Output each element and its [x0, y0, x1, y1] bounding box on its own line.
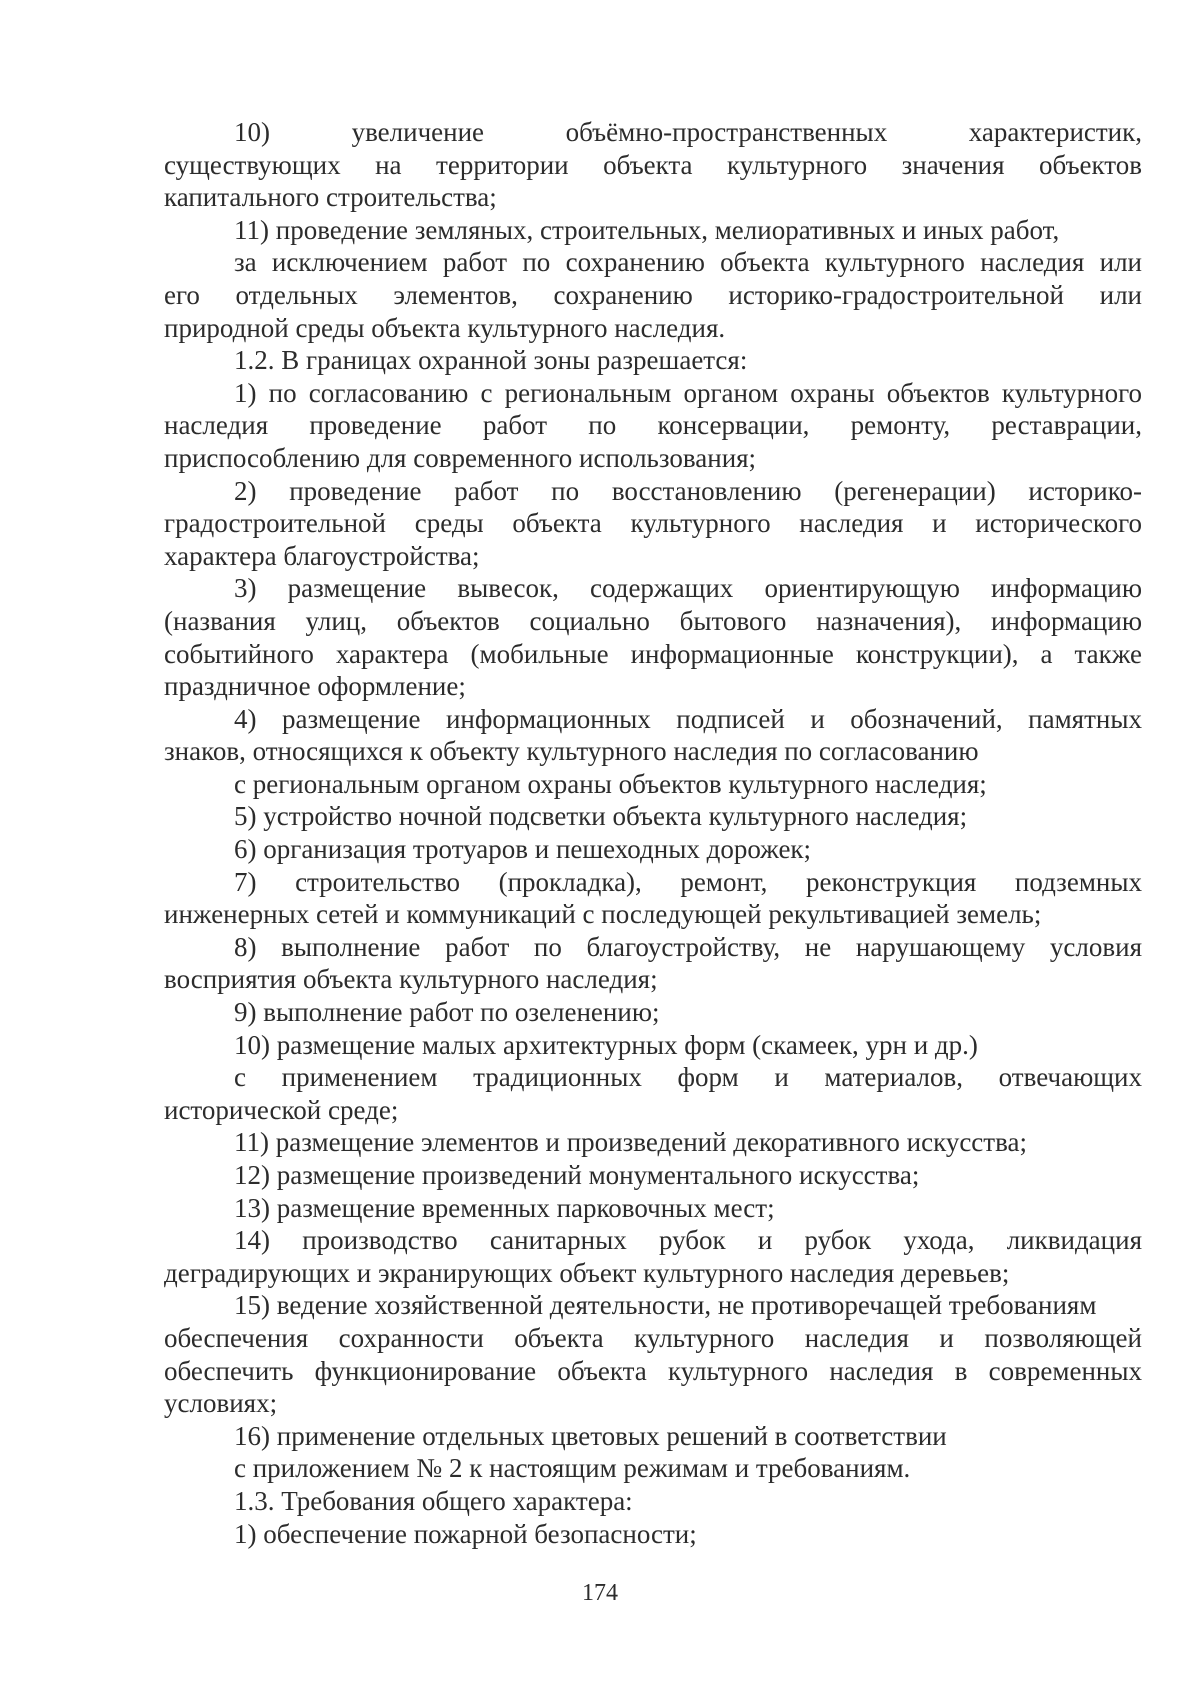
text-line: 11) проведение земляных, строительных, мелиоративных и иных работ,: [234, 214, 1060, 245]
text-line: 8) выполнение работ по благоустройству, не нарушающему условия: [234, 931, 1142, 962]
text-line: его отдельных элементов, сохранению историко-градостроительной или: [164, 279, 1142, 310]
text-line: знаков, относящихся к объекту культурного наследия по согласованию: [164, 736, 979, 767]
text-line: восприятия объекта культурного наследия;: [164, 964, 658, 995]
text-line: условиях;: [164, 1388, 278, 1419]
text-line: с приложением № 2 к настоящим режимам и требованиям.: [234, 1453, 911, 1484]
text-line: исторической среде;: [164, 1094, 399, 1125]
text-line: обеспечить функционирование объекта культурного наследия в современных: [164, 1355, 1142, 1386]
text-line: обеспечения сохранности объекта культурного наследия и позволяющей: [164, 1322, 1142, 1353]
text-line: 4) размещение информационных подписей и обозначений, памятных: [234, 703, 1142, 734]
text-line: 15) ведение хозяйственной деятельности, не противоречащей требованиям: [234, 1290, 1097, 1321]
text-line: существующих на территории объекта культурного значения объектов: [164, 149, 1142, 180]
text-line: событийного характера (мобильные информационные конструкции), а также: [164, 638, 1142, 669]
text-line: 12) размещение произведений монументального искусства;: [234, 1160, 920, 1190]
text-line: наследия проведение работ по консервации, ремонту, реставрации,: [164, 410, 1142, 441]
text-line: 1) по согласованию с региональным органом охраны объектов культурного: [234, 377, 1142, 408]
text-line: 6) организация тротуаров и пешеходных дорожек;: [234, 834, 812, 865]
text-line: деградирующих и экранирующих объект культурного наследия деревьев;: [164, 1257, 1010, 1288]
text-line: 1) обеспечение пожарной безопасности;: [234, 1518, 697, 1549]
text-line: 11) размещение элементов и произведений декоративного искусства;: [234, 1127, 1027, 1158]
text-line: 5) устройство ночной подсветки объекта культурного наследия;: [234, 801, 968, 832]
document-body: [164, 116, 1142, 1550]
text-line: 9) выполнение работ по озеленению;: [234, 997, 660, 1028]
text-line: с применением традиционных форм и материалов, отвечающих: [234, 1062, 1142, 1093]
text-line: 16) применение отдельных цветовых решений в соответствии: [234, 1420, 947, 1451]
text-line: 7) строительство (прокладка), ремонт, реконструкция подземных: [234, 866, 1142, 897]
text-line: 13) размещение временных парковочных мест;: [234, 1192, 775, 1223]
text-line: характера благоустройства;: [164, 540, 480, 571]
text-line: праздничное оформление;: [164, 671, 466, 702]
text-line: капитального строительства;: [164, 182, 497, 213]
text-line: инженерных сетей и коммуникаций с последующей рекультивацией земель;: [164, 899, 1042, 930]
text-line: градостроительной среды объекта культурного наследия и исторического: [164, 508, 1142, 539]
text-line: за исключением работ по сохранению объекта культурного наследия или: [234, 247, 1142, 278]
text-line: природной среды объекта культурного наследия.: [164, 312, 726, 343]
text-line: (названия улиц, объектов социально бытового назначения), информацию: [164, 605, 1142, 636]
text-line: приспособлению для современного использования;: [164, 442, 757, 473]
text-line: 10) размещение малых архитектурных форм (скамеек, урн и др.): [234, 1029, 978, 1060]
text-line: 2) проведение работ по восстановлению (регенерации) историко-: [234, 475, 1142, 506]
section-heading: 1.2. В границах охранной зоны разрешается:: [234, 345, 748, 376]
section-heading: 1.3. Требования общего характера:: [234, 1485, 633, 1516]
text-line: с региональным органом охраны объектов культурного наследия;: [234, 768, 987, 799]
text-line: 3) размещение вывесок, содержащих ориентирующую информацию: [234, 573, 1142, 604]
text-line: 10) увеличение объёмно-пространственных характеристик,: [234, 117, 1142, 147]
page-number: 174: [582, 1580, 618, 1606]
text-line: 14) производство санитарных рубок и рубок ухода, ликвидация: [234, 1225, 1142, 1256]
